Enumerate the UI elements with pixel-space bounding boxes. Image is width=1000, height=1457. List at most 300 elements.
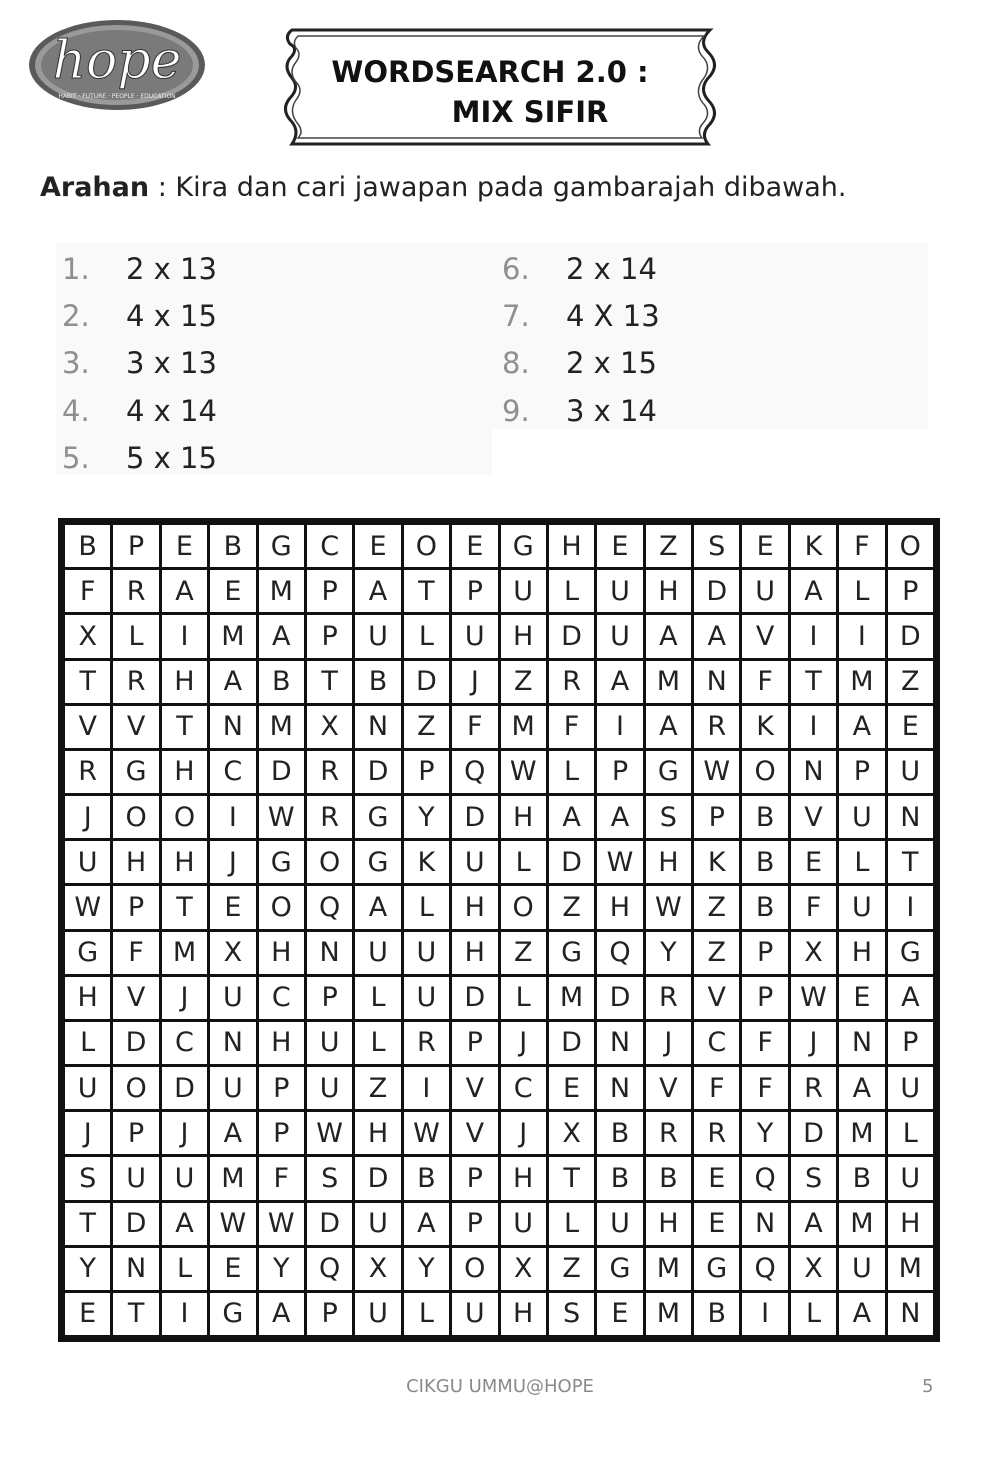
grid-cell[interactable]: E [791, 841, 836, 883]
grid-cell[interactable]: T [162, 706, 207, 748]
grid-cell[interactable]: T [113, 1293, 158, 1335]
grid-cell[interactable]: D [549, 841, 594, 883]
grid-cell[interactable]: D [355, 1157, 400, 1199]
grid-cell[interactable]: E [210, 886, 255, 928]
grid-cell[interactable]: U [113, 1157, 158, 1199]
grid-cell[interactable]: D [113, 1022, 158, 1064]
grid-cell[interactable]: L [888, 1112, 933, 1154]
grid-cell[interactable]: A [791, 1203, 836, 1245]
grid-cell[interactable]: D [549, 1022, 594, 1064]
grid-cell[interactable]: R [404, 1022, 449, 1064]
grid-cell[interactable]: E [452, 525, 497, 567]
grid-cell[interactable]: X [355, 1248, 400, 1290]
grid-cell[interactable]: U [307, 1067, 352, 1109]
grid-cell[interactable]: P [307, 570, 352, 612]
grid-cell[interactable]: N [355, 706, 400, 748]
grid-cell[interactable]: D [404, 661, 449, 703]
grid-cell[interactable]: U [839, 886, 884, 928]
grid-cell[interactable]: U [210, 977, 255, 1019]
grid-cell[interactable]: L [791, 1293, 836, 1335]
grid-cell[interactable]: K [742, 706, 787, 748]
grid-cell[interactable]: L [404, 1293, 449, 1335]
grid-cell[interactable]: Q [307, 1248, 352, 1290]
grid-cell[interactable]: J [65, 796, 110, 838]
grid-cell[interactable]: O [259, 886, 304, 928]
grid-cell[interactable]: V [791, 796, 836, 838]
grid-cell[interactable]: G [113, 751, 158, 793]
grid-cell[interactable]: H [501, 796, 546, 838]
grid-cell[interactable]: H [162, 751, 207, 793]
grid-cell[interactable]: W [501, 751, 546, 793]
grid-cell[interactable]: B [646, 1157, 691, 1199]
grid-cell[interactable]: A [888, 977, 933, 1019]
grid-cell[interactable]: X [791, 1248, 836, 1290]
grid-cell[interactable]: U [355, 615, 400, 657]
grid-cell[interactable]: Z [549, 1248, 594, 1290]
grid-cell[interactable]: F [839, 525, 884, 567]
grid-cell[interactable]: N [888, 796, 933, 838]
grid-cell[interactable]: H [646, 570, 691, 612]
grid-cell[interactable]: Y [65, 1248, 110, 1290]
grid-cell[interactable]: D [355, 751, 400, 793]
grid-cell[interactable]: N [839, 1022, 884, 1064]
grid-cell[interactable]: W [646, 886, 691, 928]
grid-cell[interactable]: V [65, 706, 110, 748]
grid-cell[interactable]: X [65, 615, 110, 657]
grid-cell[interactable]: E [888, 706, 933, 748]
grid-cell[interactable]: M [162, 932, 207, 974]
grid-cell[interactable]: A [210, 661, 255, 703]
grid-cell[interactable]: A [839, 706, 884, 748]
grid-cell[interactable]: B [65, 525, 110, 567]
grid-cell[interactable]: H [113, 841, 158, 883]
grid-cell[interactable]: A [549, 796, 594, 838]
grid-cell[interactable]: H [646, 1203, 691, 1245]
grid-cell[interactable]: O [452, 1248, 497, 1290]
grid-cell[interactable]: L [839, 841, 884, 883]
grid-cell[interactable]: L [113, 615, 158, 657]
grid-cell[interactable]: H [839, 932, 884, 974]
grid-cell[interactable]: S [791, 1157, 836, 1199]
grid-cell[interactable]: L [162, 1248, 207, 1290]
grid-cell[interactable]: B [597, 1112, 642, 1154]
grid-cell[interactable]: V [694, 977, 739, 1019]
grid-cell[interactable]: N [210, 1022, 255, 1064]
grid-cell[interactable]: J [452, 661, 497, 703]
grid-cell[interactable]: F [549, 706, 594, 748]
grid-cell[interactable]: B [694, 1293, 739, 1335]
grid-cell[interactable]: Y [404, 1248, 449, 1290]
grid-cell[interactable]: L [65, 1022, 110, 1064]
grid-cell[interactable]: W [259, 1203, 304, 1245]
grid-cell[interactable]: G [597, 1248, 642, 1290]
grid-cell[interactable]: P [597, 751, 642, 793]
grid-cell[interactable]: F [742, 1022, 787, 1064]
grid-cell[interactable]: R [65, 751, 110, 793]
grid-cell[interactable]: H [162, 661, 207, 703]
grid-cell[interactable]: E [597, 1293, 642, 1335]
grid-cell[interactable]: N [210, 706, 255, 748]
grid-cell[interactable]: H [501, 1157, 546, 1199]
grid-cell[interactable]: V [113, 977, 158, 1019]
grid-cell[interactable]: A [259, 615, 304, 657]
grid-cell[interactable]: Z [501, 932, 546, 974]
grid-cell[interactable]: J [210, 841, 255, 883]
grid-cell[interactable]: I [742, 1293, 787, 1335]
grid-cell[interactable]: F [742, 661, 787, 703]
grid-cell[interactable]: O [404, 525, 449, 567]
grid-cell[interactable]: F [113, 932, 158, 974]
grid-cell[interactable]: P [452, 1203, 497, 1245]
grid-cell[interactable]: M [839, 661, 884, 703]
grid-cell[interactable]: E [65, 1293, 110, 1335]
grid-cell[interactable]: W [307, 1112, 352, 1154]
grid-cell[interactable]: Z [355, 1067, 400, 1109]
grid-cell[interactable]: P [113, 886, 158, 928]
grid-cell[interactable]: E [355, 525, 400, 567]
grid-cell[interactable]: Y [404, 796, 449, 838]
grid-cell[interactable]: G [355, 796, 400, 838]
grid-cell[interactable]: V [742, 615, 787, 657]
grid-cell[interactable]: T [549, 1157, 594, 1199]
grid-cell[interactable]: P [113, 1112, 158, 1154]
grid-cell[interactable]: I [791, 706, 836, 748]
grid-cell[interactable]: U [162, 1157, 207, 1199]
grid-cell[interactable]: M [888, 1248, 933, 1290]
grid-cell[interactable]: A [694, 615, 739, 657]
grid-cell[interactable]: U [355, 1203, 400, 1245]
grid-cell[interactable]: U [355, 1293, 400, 1335]
grid-cell[interactable]: B [259, 661, 304, 703]
grid-cell[interactable]: H [259, 932, 304, 974]
grid-cell[interactable]: D [259, 751, 304, 793]
grid-cell[interactable]: C [501, 1067, 546, 1109]
grid-cell[interactable]: O [113, 796, 158, 838]
grid-cell[interactable]: P [307, 1293, 352, 1335]
grid-cell[interactable]: U [404, 932, 449, 974]
grid-cell[interactable]: S [694, 525, 739, 567]
grid-cell[interactable]: L [355, 1022, 400, 1064]
grid-cell[interactable]: G [210, 1293, 255, 1335]
grid-cell[interactable]: M [646, 1293, 691, 1335]
grid-cell[interactable]: C [210, 751, 255, 793]
grid-cell[interactable]: H [597, 886, 642, 928]
grid-cell[interactable]: P [259, 1067, 304, 1109]
grid-cell[interactable]: B [210, 525, 255, 567]
grid-cell[interactable]: C [162, 1022, 207, 1064]
grid-cell[interactable]: I [597, 706, 642, 748]
grid-cell[interactable]: L [404, 886, 449, 928]
grid-cell[interactable]: R [549, 661, 594, 703]
grid-cell[interactable]: S [307, 1157, 352, 1199]
grid-cell[interactable]: X [307, 706, 352, 748]
grid-cell[interactable]: Q [452, 751, 497, 793]
grid-cell[interactable]: N [307, 932, 352, 974]
grid-cell[interactable]: Z [694, 886, 739, 928]
grid-cell[interactable]: U [888, 751, 933, 793]
grid-cell[interactable]: U [839, 796, 884, 838]
grid-cell[interactable]: F [742, 1067, 787, 1109]
grid-cell[interactable]: U [839, 1248, 884, 1290]
grid-cell[interactable]: K [404, 841, 449, 883]
grid-cell[interactable]: U [452, 841, 497, 883]
grid-cell[interactable]: O [307, 841, 352, 883]
grid-cell[interactable]: J [65, 1112, 110, 1154]
grid-cell[interactable]: L [549, 751, 594, 793]
grid-cell[interactable]: C [259, 977, 304, 1019]
grid-cell[interactable]: G [259, 525, 304, 567]
grid-cell[interactable]: R [113, 661, 158, 703]
grid-cell[interactable]: P [888, 1022, 933, 1064]
grid-cell[interactable]: F [65, 570, 110, 612]
grid-cell[interactable]: U [501, 570, 546, 612]
grid-cell[interactable]: J [162, 977, 207, 1019]
grid-cell[interactable]: W [259, 796, 304, 838]
grid-cell[interactable]: N [597, 1067, 642, 1109]
grid-cell[interactable]: B [742, 796, 787, 838]
grid-cell[interactable]: L [549, 570, 594, 612]
grid-cell[interactable]: K [791, 525, 836, 567]
grid-cell[interactable]: P [839, 751, 884, 793]
grid-cell[interactable]: J [501, 1022, 546, 1064]
grid-cell[interactable]: E [549, 1067, 594, 1109]
grid-cell[interactable]: A [259, 1293, 304, 1335]
grid-cell[interactable]: Q [742, 1157, 787, 1199]
grid-cell[interactable]: Y [646, 932, 691, 974]
grid-cell[interactable]: W [694, 751, 739, 793]
grid-cell[interactable]: E [742, 525, 787, 567]
grid-cell[interactable]: A [597, 796, 642, 838]
grid-cell[interactable]: W [597, 841, 642, 883]
grid-cell[interactable]: A [404, 1203, 449, 1245]
grid-cell[interactable]: R [113, 570, 158, 612]
grid-cell[interactable]: D [694, 570, 739, 612]
grid-cell[interactable]: G [694, 1248, 739, 1290]
grid-cell[interactable]: M [646, 1248, 691, 1290]
grid-cell[interactable]: G [888, 932, 933, 974]
grid-cell[interactable]: T [404, 570, 449, 612]
grid-cell[interactable]: G [501, 525, 546, 567]
grid-cell[interactable]: A [839, 1293, 884, 1335]
grid-cell[interactable]: I [162, 615, 207, 657]
grid-cell[interactable]: I [888, 886, 933, 928]
grid-cell[interactable]: X [210, 932, 255, 974]
grid-cell[interactable]: U [597, 1203, 642, 1245]
grid-cell[interactable]: M [646, 661, 691, 703]
grid-cell[interactable]: B [355, 661, 400, 703]
grid-cell[interactable]: Z [888, 661, 933, 703]
grid-cell[interactable]: B [742, 886, 787, 928]
grid-cell[interactable]: D [597, 977, 642, 1019]
grid-cell[interactable]: X [549, 1112, 594, 1154]
grid-cell[interactable]: P [888, 570, 933, 612]
grid-cell[interactable]: P [742, 977, 787, 1019]
grid-cell[interactable]: I [210, 796, 255, 838]
grid-cell[interactable]: U [597, 570, 642, 612]
grid-cell[interactable]: N [597, 1022, 642, 1064]
grid-cell[interactable]: F [791, 886, 836, 928]
grid-cell[interactable]: U [355, 932, 400, 974]
grid-cell[interactable]: G [259, 841, 304, 883]
grid-cell[interactable]: Z [404, 706, 449, 748]
grid-cell[interactable]: L [501, 977, 546, 1019]
grid-cell[interactable]: M [549, 977, 594, 1019]
grid-cell[interactable]: H [452, 886, 497, 928]
grid-cell[interactable]: B [597, 1157, 642, 1199]
grid-cell[interactable]: D [452, 977, 497, 1019]
grid-cell[interactable]: Z [646, 525, 691, 567]
grid-cell[interactable]: A [210, 1112, 255, 1154]
grid-cell[interactable]: H [65, 977, 110, 1019]
grid-cell[interactable]: Y [742, 1112, 787, 1154]
grid-cell[interactable]: U [404, 977, 449, 1019]
grid-cell[interactable]: U [210, 1067, 255, 1109]
grid-cell[interactable]: H [355, 1112, 400, 1154]
grid-cell[interactable]: T [162, 886, 207, 928]
grid-cell[interactable]: W [791, 977, 836, 1019]
grid-cell[interactable]: U [307, 1022, 352, 1064]
grid-cell[interactable]: V [113, 706, 158, 748]
grid-cell[interactable]: X [501, 1248, 546, 1290]
grid-cell[interactable]: D [162, 1067, 207, 1109]
grid-cell[interactable]: B [839, 1157, 884, 1199]
grid-cell[interactable]: B [404, 1157, 449, 1199]
grid-cell[interactable]: E [839, 977, 884, 1019]
grid-cell[interactable]: C [694, 1022, 739, 1064]
grid-cell[interactable]: C [307, 525, 352, 567]
grid-cell[interactable]: U [452, 1293, 497, 1335]
grid-cell[interactable]: F [259, 1157, 304, 1199]
grid-cell[interactable]: R [791, 1067, 836, 1109]
grid-cell[interactable]: S [549, 1293, 594, 1335]
grid-cell[interactable]: H [888, 1203, 933, 1245]
grid-cell[interactable]: O [742, 751, 787, 793]
grid-cell[interactable]: Q [307, 886, 352, 928]
grid-cell[interactable]: A [162, 1203, 207, 1245]
grid-cell[interactable]: L [355, 977, 400, 1019]
grid-cell[interactable]: P [307, 977, 352, 1019]
grid-cell[interactable]: E [162, 525, 207, 567]
grid-cell[interactable]: O [888, 525, 933, 567]
grid-cell[interactable]: A [646, 615, 691, 657]
grid-cell[interactable]: U [65, 1067, 110, 1109]
grid-cell[interactable]: I [404, 1067, 449, 1109]
grid-cell[interactable]: W [210, 1203, 255, 1245]
grid-cell[interactable]: P [452, 1157, 497, 1199]
grid-cell[interactable]: M [259, 570, 304, 612]
grid-cell[interactable]: H [549, 525, 594, 567]
grid-cell[interactable]: P [694, 796, 739, 838]
grid-cell[interactable]: W [65, 886, 110, 928]
grid-cell[interactable]: Q [597, 932, 642, 974]
grid-cell[interactable]: H [646, 841, 691, 883]
grid-cell[interactable]: M [210, 1157, 255, 1199]
grid-cell[interactable]: I [162, 1293, 207, 1335]
grid-cell[interactable]: U [65, 841, 110, 883]
grid-cell[interactable]: L [839, 570, 884, 612]
grid-cell[interactable]: Y [259, 1248, 304, 1290]
grid-cell[interactable]: E [597, 525, 642, 567]
grid-cell[interactable]: Q [742, 1248, 787, 1290]
grid-cell[interactable]: H [259, 1022, 304, 1064]
grid-cell[interactable]: I [791, 615, 836, 657]
grid-cell[interactable]: D [549, 615, 594, 657]
grid-cell[interactable]: P [742, 932, 787, 974]
grid-cell[interactable]: A [355, 886, 400, 928]
grid-cell[interactable]: T [65, 1203, 110, 1245]
grid-cell[interactable]: N [888, 1293, 933, 1335]
grid-cell[interactable]: U [501, 1203, 546, 1245]
grid-cell[interactable]: M [259, 706, 304, 748]
grid-cell[interactable]: M [839, 1203, 884, 1245]
grid-cell[interactable]: Z [501, 661, 546, 703]
grid-cell[interactable]: A [646, 706, 691, 748]
grid-cell[interactable]: W [404, 1112, 449, 1154]
grid-cell[interactable]: I [839, 615, 884, 657]
grid-cell[interactable]: T [791, 661, 836, 703]
grid-cell[interactable]: Z [694, 932, 739, 974]
grid-cell[interactable]: R [646, 1112, 691, 1154]
grid-cell[interactable]: E [694, 1157, 739, 1199]
grid-cell[interactable]: U [888, 1067, 933, 1109]
grid-cell[interactable]: H [452, 932, 497, 974]
grid-cell[interactable]: U [888, 1157, 933, 1199]
grid-cell[interactable]: N [694, 661, 739, 703]
grid-cell[interactable]: F [452, 706, 497, 748]
grid-cell[interactable]: O [501, 886, 546, 928]
grid-cell[interactable]: V [452, 1067, 497, 1109]
grid-cell[interactable]: L [404, 615, 449, 657]
grid-cell[interactable]: X [791, 932, 836, 974]
grid-cell[interactable]: Z [549, 886, 594, 928]
grid-cell[interactable]: B [742, 841, 787, 883]
grid-cell[interactable]: J [646, 1022, 691, 1064]
grid-cell[interactable]: M [210, 615, 255, 657]
grid-cell[interactable]: G [646, 751, 691, 793]
grid-cell[interactable]: E [210, 570, 255, 612]
grid-cell[interactable]: P [404, 751, 449, 793]
grid-cell[interactable]: V [452, 1112, 497, 1154]
grid-cell[interactable]: M [501, 706, 546, 748]
grid-cell[interactable]: L [501, 841, 546, 883]
grid-cell[interactable]: U [452, 615, 497, 657]
grid-cell[interactable]: G [355, 841, 400, 883]
grid-cell[interactable]: N [742, 1203, 787, 1245]
grid-cell[interactable]: D [888, 615, 933, 657]
grid-cell[interactable]: O [113, 1067, 158, 1109]
grid-cell[interactable]: M [839, 1112, 884, 1154]
grid-cell[interactable]: R [646, 977, 691, 1019]
grid-cell[interactable]: T [888, 841, 933, 883]
grid-cell[interactable]: S [646, 796, 691, 838]
grid-cell[interactable]: A [791, 570, 836, 612]
grid-cell[interactable]: V [646, 1067, 691, 1109]
grid-cell[interactable]: L [549, 1203, 594, 1245]
grid-cell[interactable]: T [65, 661, 110, 703]
grid-cell[interactable]: D [452, 796, 497, 838]
grid-cell[interactable]: A [162, 570, 207, 612]
grid-cell[interactable]: H [162, 841, 207, 883]
grid-cell[interactable]: H [501, 1293, 546, 1335]
grid-cell[interactable]: A [839, 1067, 884, 1109]
grid-cell[interactable]: U [597, 615, 642, 657]
grid-cell[interactable]: J [791, 1022, 836, 1064]
grid-cell[interactable]: J [162, 1112, 207, 1154]
grid-cell[interactable]: U [742, 570, 787, 612]
grid-cell[interactable]: R [694, 1112, 739, 1154]
grid-cell[interactable]: S [65, 1157, 110, 1199]
grid-cell[interactable]: R [694, 706, 739, 748]
